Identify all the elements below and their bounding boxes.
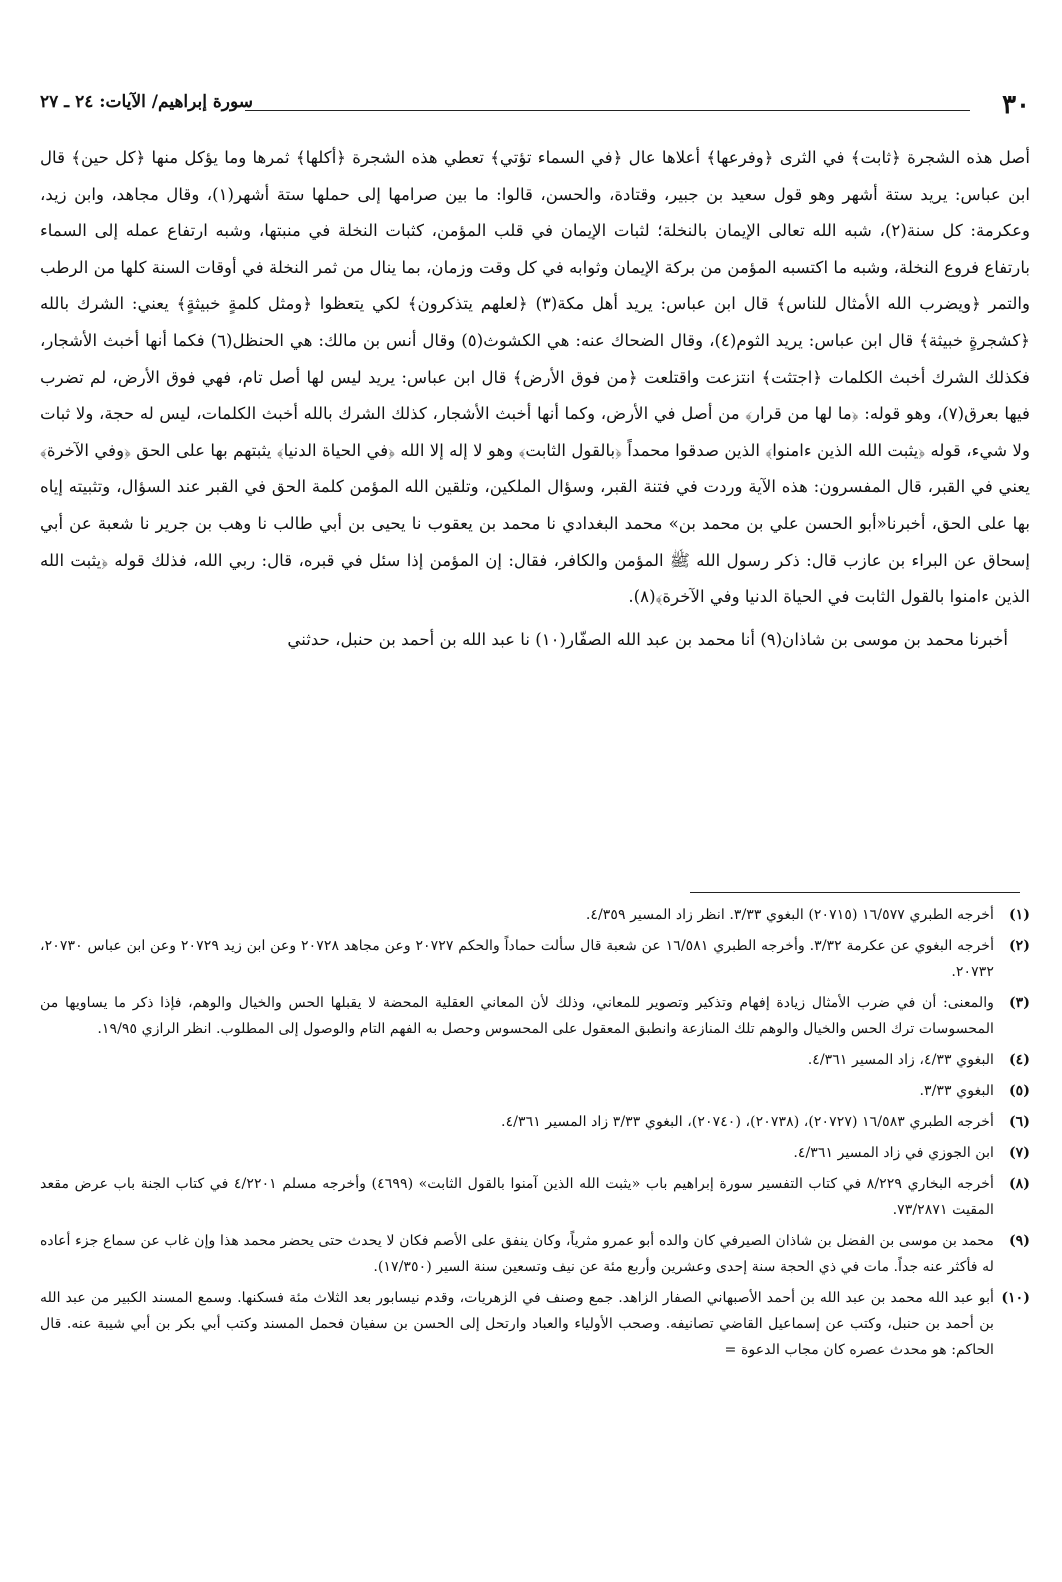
page-header [40, 90, 1030, 124]
footnote-mark: (٦) [1008, 1114, 1030, 1130]
footnote-text: أخرجه الطبري ١٦/٥٨٣ (٢٠٧٢٧)، (٢٠٧٣٨)، (٢٠٧٤٠)، البغوي ٣/٣٣ زاد المسير ٤/٣٦١. [501, 1114, 994, 1130]
footnote-mark: (٩) [1008, 1233, 1030, 1249]
footnote [40, 990, 1030, 1042]
footnote [40, 902, 1030, 928]
footnote [40, 1047, 1030, 1073]
footnote [40, 933, 1030, 985]
footnote-text: أبو عبد الله محمد بن عبد الله بن أحمد الأصبهاني الصفار الزاهد. جمع وصنف في الزهريات، وقدم نيسابور بعد الثلاث مئة فسكنها. وسمع المسند الكبير من عبد الله بن أحمد بن حنبل، وكتب عن إسماعيل القاضي تصانيفه. وصحب الأولياء والعباد وارتحل إلى الحسن بن سفيان فحمل المسند وكتب أبي بكر بن أبي شيبة عنه. قال الحاكم: هو محدث عصره كان مجاب الدعوة = [40, 1290, 994, 1358]
footnote-mark: (٢) [1008, 938, 1030, 954]
paragraph: أصل هذه الشجرة ﴿ثابت﴾ في الثرى ﴿وفرعها﴾ أعلاها عال ﴿في السماء تؤتي﴾ تعطي هذه الشجرة ﴿أكلها﴾ ثمرها وما يؤكل منها ﴿كل حين﴾ قال ابن عباس: يريد ستة أشهر وهو قول سعيد بن جبير، وقتادة، والحسن، قالوا: ما بين صرامها إلى حملها ستة أشهر(١)، وقال مجاهد، وابن زيد، وعكرمة: كل سنة(٢)، شبه الله تعالى الإيمان بالنخلة؛ لثبات الإيمان في قلب المؤمن، كثبات النخلة في منبتها، وشبه ارتفاع عمله إلى السماء بارتفاع فروع النخلة، وشبه ما اكتسبه المؤمن من بركة الإيمان وثوابه في كل وقت وزمان، بما ينال من ثمر النخلة في أوقات السنة كلها من الرطب والتمر ﴿ويضرب الله الأمثال للناس﴾ قال ابن عباس: يريد أهل مكة(٣) ﴿لعلهم يتذكرون﴾ لكي يتعظوا ﴿ومثل كلمةٍ خبيثةٍ﴾ يعني: الشرك بالله ﴿كشجرةٍ خبيثة﴾ قال ابن عباس: يريد الثوم(٤)، وقال الضحاك عنه: هي الكشوث(٥) وقال أنس بن مالك: هي الحنظل(٦) فكما أنها أخبث الأشجار، فكذلك الشرك أخبث الكلمات ﴿اجتثت﴾ انتزعت واقتلعت ﴿من فوق الأرض﴾ قال ابن عباس: يريد ليس لها أصل تام، فهي فوق الأرض، لم تضرب فيها بعرق(٧)، وهو قوله: ﴿ما لها من قرار﴾ من أصل في الأرض، وكما أنها أخبث الأشجار، كذلك الشرك بالله أخبث الكلمات، ليس له حجة، ولا ثبات ولا شيء، قوله ﴿يثبت الله الذين ءامنوا﴾ الذين صدقوا محمداً ﴿بالقول الثابت﴾ وهو لا إله إلا الله ﴿في الحياة الدنيا﴾ يثبتهم بها على الحق ﴿وفي الآخرة﴾ يعني في القبر، قال المفسرون: هذه الآية وردت في فتنة القبر، وسؤال الملكين، وتلقين الله المؤمن كلمة الحق في القبر عند السؤال، وتثبيته إياه بها على الحق، أخبرنا«أبو الحسن علي بن محمد بن» محمد البغدادي نا محمد بن يعقوب نا يحيى بن أبي طالب نا وهب بن جرير نا شعبة عن أبي إسحاق عن البراء بن عازب قال: ذكر رسول الله ﷺ المؤمن والكافر، فقال: إن المؤمن إذا سئل في قبره، قال: ربي الله، فذلك قوله ﴿يثبت الله الذين ءامنوا بالقول الثابت في الحياة الدنيا وفي الآخرة﴾(٨). [40, 148, 1031, 607]
footnote-text: ابن الجوزي في زاد المسير ٤/٣٦١. [793, 1145, 994, 1161]
header-rule [245, 110, 970, 111]
page-number: ٣٠ [1002, 90, 1030, 120]
footnote-text: البغوي ٣/٣٣. [919, 1083, 994, 1099]
main-text [40, 140, 1030, 658]
footnote-separator [690, 892, 1020, 893]
footnote-mark: (٤) [1008, 1052, 1030, 1068]
footnote-text: أخرجه الطبري ١٦/٥٧٧ (٢٠٧١٥) البغوي ٣/٣٣. انظر زاد المسير ٤/٣٥٩. [585, 907, 994, 923]
footnote-text: محمد بن موسى بن الفضل بن شاذان الصيرفي كان والده أبو عمرو مثرياً، وكان ينفق على الأصم فكان لا يحدث حتى يحضر محمد هذا وإن غاب عن سماع جزء أعاده له فأكثر عنه جداً. مات في ذي الحجة سنة إحدى وعشرين وأربع مئة عن نيف وتسعين سنة السير (١٧/٣٥٠). [40, 1233, 994, 1275]
footnote-mark: (٥) [1008, 1083, 1030, 1099]
footnote [40, 1140, 1030, 1166]
footnote [40, 1078, 1030, 1104]
footnote [40, 1109, 1030, 1135]
running-title: سورة إبراهيم/ الآيات: ٢٤ ـ ٢٧ [40, 92, 254, 112]
footnote-mark: (١٠) [1001, 1290, 1030, 1306]
footnote-text: أخرجه البغوي عن عكرمة ٣/٣٢. وأخرجه الطبري ١٦/٥٨١ عن شعبة قال سألت حماداً والحكم ٢٠٧٢٧ وعن مجاهد ٢٠٧٢٨ وعن ابن زيد ٢٠٧٢٩ وعن ابن عباس ٢٠٧٣٠، ٢٠٧٣٢. [40, 938, 995, 980]
footnote-mark: (١) [1008, 907, 1030, 923]
footnote [40, 1285, 1030, 1363]
footnote [40, 1228, 1030, 1280]
footnote-mark: (٨) [1008, 1176, 1030, 1192]
footnote-text: البغوي ٤/٣٣، زاد المسير ٤/٣٦١. [807, 1052, 994, 1068]
footnote-mark: (٧) [1008, 1145, 1030, 1161]
footnote [40, 1171, 1030, 1223]
footnote-text: أخرجه البخاري ٨/٢٢٩ في كتاب التفسير سورة إبراهيم باب «يثبت الله الذين آمنوا بالقول الثابت» (٤٦٩٩) وأخرجه مسلم ٤/٢٢٠١ في كتاب الجنة باب عرض مقعد المقيت ٧٣/٢٨٧١. [40, 1176, 994, 1218]
footnote-text: والمعنى: أن في ضرب الأمثال زيادة إفهام وتذكير وتصوير للمعاني، وذلك لأن المعاني العقلية المحضة لا يقبلها الحس والخيال والوهم، فإذا ذكر ما يساويها من المحسوسات ترك الحس والخيال والوهم تلك المنازعة وانطبق المعقول على المحسوس وحصل به الفهم التام والوصول إلى المطلوب. انظر الرازي ١٩/٩٥. [40, 995, 994, 1037]
footnotes [40, 902, 1030, 1368]
footnote-mark: (٣) [1008, 995, 1030, 1011]
paragraph: أخبرنا محمد بن موسى بن شاذان(٩) أنا محمد بن عبد الله الصفّار(١٠) نا عبد الله بن أحمد بن حنبل، حدثني [287, 629, 1008, 649]
